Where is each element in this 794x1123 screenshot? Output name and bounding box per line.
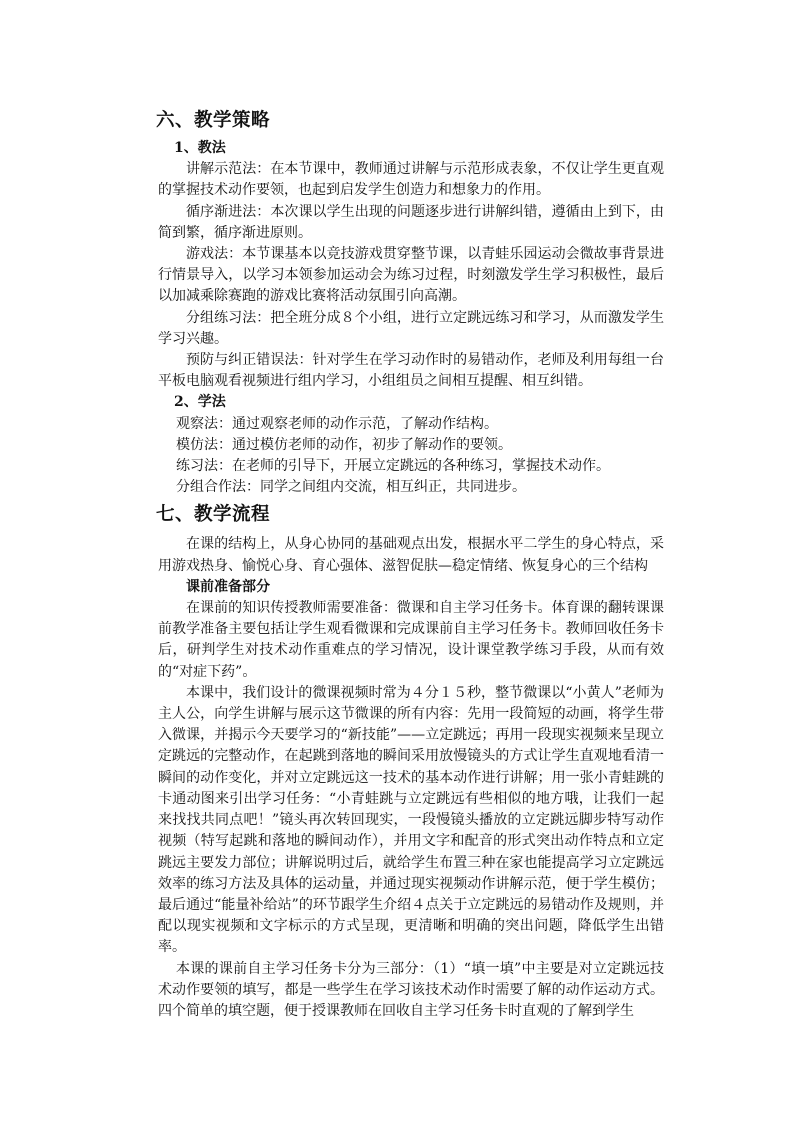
paragraph-group-practice-method: 分组练习法：把全班分成８个小组，进行立定跳远练习和学习，从而激发学生学习兴趣。 [158,309,664,347]
section-title-teaching-process: 七、教学流程 [156,504,271,526]
paragraph-micro-lesson: 本课中，我们设计的微课视频时常为４分１５秒，整节微课以“小黄人”老师为主人公，向学生讲解与展示这节微课的所有内容：先用一段简短的动画，将学生带入微课，并揭示今天要学习的“新技能”——立定跳远；再用一段现实视频来呈现立定跳远的完整动作，在起跳到落地的瞬间采用放慢镜头的方式让学生直观地看清一瞬间的动作变化，并对立定跳远这一技术的基本动作进行讲解；用一张小青蛙跳的卡通动图来引出学习任务：“小青蛙跳与立定跳远有些相似的地方哦，让我们一起来找找共同点吧！”镜头再次转回现实，一段慢镜头播放的立定跳远脚步特写动作视频（特写起跳和落地的瞬间动作），并用文字和配音的形式突出动作特点和立定跳远主要发力部位；讲解说明过后，就给学生布置三种在家也能提高学习立定跳远效率的练习方法及具体的运动量，并通过现实视频动作讲解示范，便于学生模仿；最后通过“能量补给站”的环节跟学生介绍４点关于立定跳远的易错动作及规则，并配以现实视频和文字标示的方式呈现，更清晰和明确的突出问题，降低学生出错率。 [158,684,664,956]
paragraph-pre-class-preparation: 在课前的知识传授教师需要准备：微课和自主学习任务卡。体育课的翻转课课前教学准备主要包括让学生观看微课和完成课前自主学习任务卡。教师回收任务卡后，研判学生对技术动作重难点的学习情况，设计课堂教学练习手段，从而有效的“对症下药”。 [158,600,664,680]
paragraph-demonstration-method: 讲解示范法：在本节课中，教师通过讲解与示范形成表象，不仅让学生更直观的掌握技术动作要领，也起到启发学生创造力和想象力的作用。 [158,161,664,199]
paragraph-error-correction-method: 预防与纠正错误法：针对学生在学习动作时的易错动作，老师及利用每组一台平板电脑观看视频进行组内学习，小组组员之间相互提醒、相互纠错。 [158,352,664,390]
learning-method-imitation: 模仿法：通过模仿老师的动作，初步了解动作的要领。 [176,436,512,453]
learning-method-cooperation: 分组合作法：同学之间组内交流，相互纠正，共同进步。 [176,479,526,496]
paragraph-game-method: 游戏法：本节课基本以竞技游戏贯穿整节课，以青蛙乐园运动会微故事背景进行情景导入，以学习本领参加运动会为练习过程，时刻激发学生学习积极性，最后以加减乘除赛跑的游戏比赛将活动氛围引向高潮。 [158,246,664,305]
subheading-learning-methods: 2、学法 [174,394,226,411]
subheading-teaching-methods: 1、教法 [174,140,226,156]
paragraph-task-card: 本课的课前自主学习任务卡分为三部分：（1）“填一填”中主要是对立定跳远技术动作要领的填写，都是一些学生在学习该技术动作时需要了解的动作运动方式。四个简单的填空题，便于授课教师在回收自主学习任务卡时直观的了解到学生 [158,960,664,1019]
section-title-teaching-strategy: 六、教学策略 [156,110,271,131]
learning-method-observation: 观察法：通过观察老师的动作示范，了解动作结构。 [176,415,498,432]
paragraph-lesson-structure: 在课的结构上，从身心协同的基础观点出发，根据水平二学生的身心特点，采用游戏热身、愉悦心身、育心强体、滋智促肤—稳定情绪、恢复身心的三个结构 [158,536,664,574]
subheading-preparation: 课前准备部分 [186,578,270,595]
learning-method-practice: 练习法：在老师的引导下，开展立定跳远的各种练习，掌握技术动作。 [176,458,610,475]
paragraph-gradual-method: 循序渐进法：本次课以学生出现的问题逐步进行讲解纠错，遵循由上到下，由简到繁，循序渐进原则。 [158,203,664,241]
